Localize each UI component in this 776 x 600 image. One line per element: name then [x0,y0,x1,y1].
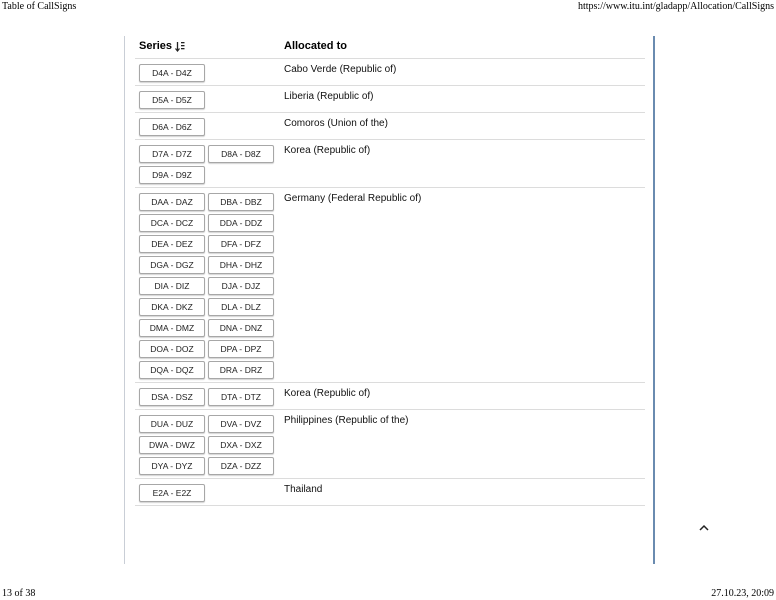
series-column-header[interactable] [139,40,185,52]
series-chip[interactable]: DFA - DFZ [208,235,274,253]
series-chip[interactable]: DGA - DGZ [139,256,205,274]
sort-descending-icon[interactable] [175,41,185,52]
chevron-up-icon[interactable] [697,521,711,535]
print-title: Table of CallSigns [2,1,77,12]
allocated-country: Korea (Republic of) [284,388,371,399]
series-chip[interactable]: DTA - DTZ [208,388,274,406]
series-chip[interactable]: DUA - DUZ [139,415,205,433]
table-row [135,383,645,410]
series-chip[interactable]: DCA - DCZ [139,214,205,232]
print-footer [0,587,776,600]
series-chip-group [139,145,276,184]
series-chip[interactable]: D4A - D4Z [139,64,205,82]
table-row [135,188,645,383]
allocated-country: Liberia (Republic of) [284,91,374,102]
table-row [135,140,645,188]
table-header [135,36,645,59]
series-chip[interactable]: DEA - DEZ [139,235,205,253]
table-row [135,479,645,506]
allocated-country: Philippines (Republic of the) [284,415,409,426]
series-chip[interactable]: DQA - DQZ [139,361,205,379]
series-chip-group [139,118,276,136]
series-chip[interactable]: DDA - DDZ [208,214,274,232]
series-chip[interactable]: DZA - DZZ [208,457,274,475]
table-body [135,59,645,506]
allocated-country: Korea (Republic of) [284,145,371,156]
allocated-column-header: Allocated to [284,40,347,52]
series-chip[interactable]: DLA - DLZ [208,298,274,316]
series-chip[interactable]: DAA - DAZ [139,193,205,211]
series-chip-group [139,64,276,82]
series-chip-group [139,193,276,379]
series-chip[interactable]: DRA - DRZ [208,361,274,379]
series-chip[interactable]: DBA - DBZ [208,193,274,211]
callsign-table [135,36,645,506]
allocated-country: Thailand [284,484,323,495]
series-chip-group [139,91,276,109]
print-url: https://www.itu.int/gladapp/Allocation/CallSigns [577,1,774,12]
table-row [135,410,645,479]
series-chip[interactable]: DPA - DPZ [208,340,274,358]
series-chip[interactable]: DOA - DOZ [139,340,205,358]
page-number: 13 of 38 [2,588,36,599]
series-chip-group [139,415,276,475]
series-chip[interactable]: DXA - DXZ [208,436,274,454]
table-row [135,113,645,140]
allocated-country: Cabo Verde (Republic of) [284,64,397,75]
series-chip[interactable]: D9A - D9Z [139,166,205,184]
series-chip[interactable]: DSA - DSZ [139,388,205,406]
series-chip[interactable]: DJA - DJZ [208,277,274,295]
series-chip-group [139,484,276,502]
series-chip[interactable]: DKA - DKZ [139,298,205,316]
series-chip-group [139,388,276,406]
series-chip[interactable]: E2A - E2Z [139,484,205,502]
allocated-country: Comoros (Union of the) [284,118,388,129]
series-chip[interactable]: D8A - D8Z [208,145,274,163]
series-chip[interactable]: DMA - DMZ [139,319,205,337]
series-chip[interactable]: DHA - DHZ [208,256,274,274]
series-chip[interactable]: DVA - DVZ [208,415,274,433]
series-chip[interactable]: D6A - D6Z [139,118,205,136]
series-chip[interactable]: DWA - DWZ [139,436,205,454]
series-chip[interactable]: DYA - DYZ [139,457,205,475]
allocated-country: Germany (Federal Republic of) [284,193,422,204]
print-datetime: 27.10.23, 20:09 [711,588,774,599]
series-chip[interactable]: DNA - DNZ [208,319,274,337]
series-chip[interactable]: D5A - D5Z [139,91,205,109]
table-row [135,59,645,86]
series-chip[interactable]: D7A - D7Z [139,145,205,163]
table-row [135,86,645,113]
series-header-label: Series [139,40,173,52]
series-chip[interactable]: DIA - DIZ [139,277,205,295]
content-panel [124,36,655,564]
print-header [0,0,776,14]
